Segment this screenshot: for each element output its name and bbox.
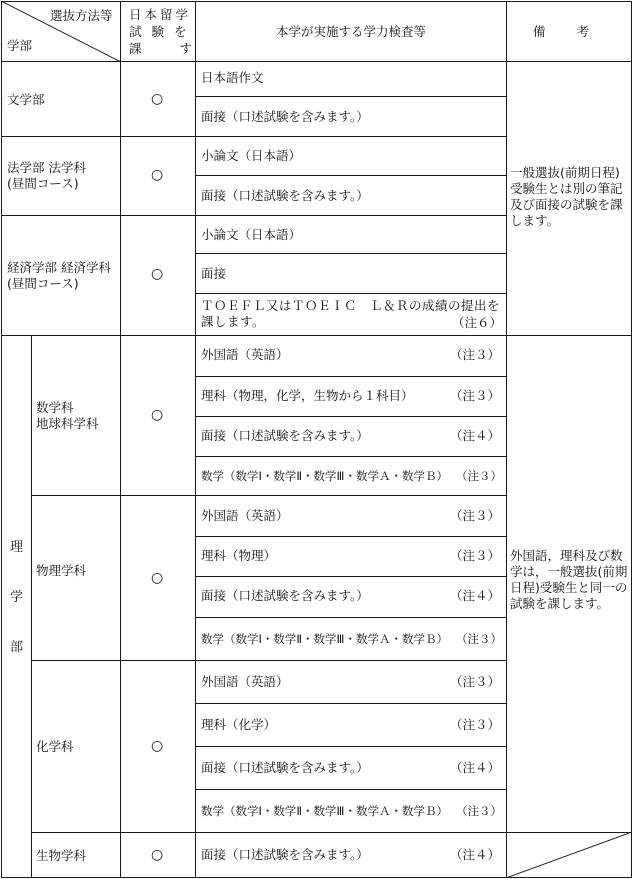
eju-mark: ○ (151, 570, 164, 586)
science-inner-line (31, 336, 32, 878)
exam-item: 日本語作文 (201, 70, 264, 85)
exam-note: （注４） (449, 760, 500, 775)
faculty-science-char: 理 (10, 540, 24, 555)
exam-item: 外国語（英語） (201, 674, 289, 689)
exam-item: 理科（化学） (201, 717, 277, 732)
header-exam: 本学が実施する学力検査等 (276, 24, 427, 39)
header-faculty: 学部 (7, 38, 33, 53)
dept-chemistry: 化学科 (36, 739, 74, 754)
remarks-diagonal (506, 832, 632, 878)
subrow-line (195, 789, 506, 790)
dept-earth: 地球科学科 (36, 416, 99, 431)
exam-item: 面接（口述試験を含みます。） (201, 109, 369, 124)
row-line-bungaku (1, 136, 507, 137)
subrow-line (195, 703, 506, 704)
eju-mark: ○ (151, 91, 164, 107)
remarks-lower: 外国語，理科及び数学は，一般選抜(前期日程)受験生と同一の試験を課します。 (510, 548, 628, 611)
table-border-left (1, 1, 2, 878)
faculty-science-char: 学 (10, 590, 24, 605)
eju-mark: ○ (151, 738, 164, 754)
exam-note: （注３） (449, 347, 500, 362)
exam-note: （注３） (449, 717, 500, 732)
subrow-line (195, 576, 506, 577)
exam-item: 理科（物理，化学，生物から１科目） (201, 388, 414, 403)
exam-note: （注３） (456, 469, 502, 483)
faculty-bungaku: 文学部 (7, 92, 45, 107)
faculty-keizai-line2: (昼間コース) (7, 276, 79, 291)
eju-mark: ○ (151, 167, 164, 183)
eju-mark: ○ (151, 847, 164, 863)
subrow-line (195, 376, 506, 377)
header-remarks: 備 考 (533, 24, 592, 39)
exam-note: （注３） (449, 548, 500, 563)
exam-note: （注３） (449, 388, 500, 403)
exam-item: 理科（物理） (201, 548, 277, 563)
header-eju-line1: 日本留学 (129, 7, 192, 22)
table-border-right (631, 1, 632, 878)
exam-item-toefl: ＴＯＥＦＬ又はＴＯＥＩＣ Ｌ＆Ｒの成績の提出を課します。 (201, 298, 501, 329)
faculty-hogaku-line1: 法学部 法学科 (7, 160, 86, 175)
dept-physics: 物理学科 (36, 563, 87, 578)
dept-math: 数学科 (36, 400, 74, 415)
subrow-line (195, 456, 506, 457)
exam-item: 数学（数学Ⅰ・数学Ⅱ・数学Ⅲ・数学Ａ・数学Ｂ） (201, 469, 448, 483)
subrow-line (195, 96, 506, 97)
header-eju-line3: 課す (129, 41, 231, 56)
subrow-line (195, 416, 506, 417)
subrow-line (195, 293, 506, 294)
subrow-line (195, 536, 506, 537)
dept-biology: 生物学科 (36, 848, 87, 863)
exam-item: 面接（口述試験を含みます。） (201, 847, 369, 862)
exam-note: （注４） (449, 588, 500, 603)
exam-note: （注３） (449, 508, 500, 523)
eju-mark: ○ (151, 266, 164, 282)
exam-note: （注４） (449, 847, 500, 862)
eju-mark: ○ (151, 407, 164, 423)
header-eju-line2: 試験を (129, 24, 197, 39)
subrow-line (195, 746, 506, 747)
exam-item: 面接（口述試験を含みます。） (201, 188, 369, 203)
exam-item: 数学（数学Ⅰ・数学Ⅱ・数学Ⅲ・数学Ａ・数学Ｂ） (201, 804, 448, 818)
exam-item: 外国語（英語） (201, 347, 289, 362)
exam-item: 面接（口述試験を含みます。） (201, 588, 369, 603)
dept-line-math (31, 495, 506, 496)
remarks-upper: 一般選抜(前期日程)受験生とは別の筆記及び面接の試験を課します。 (510, 165, 623, 228)
exam-note: （注３） (456, 804, 502, 818)
exam-item: 外国語（英語） (201, 508, 289, 523)
exam-item: 面接（口述試験を含みます。） (201, 760, 369, 775)
exam-note: （注４） (449, 428, 500, 443)
subrow-line (195, 175, 506, 176)
exam-item: 面接（口述試験を含みます。） (201, 428, 369, 443)
faculty-science-char: 部 (10, 640, 24, 655)
exam-item: 小論文（日本語） (201, 148, 302, 163)
exam-item: 面接 (201, 266, 227, 281)
note-6: （注６） (451, 315, 502, 330)
subrow-line (195, 253, 506, 254)
exam-note: （注３） (449, 674, 500, 689)
exam-item: 小論文（日本語） (201, 227, 302, 242)
dept-line-physics (31, 660, 506, 661)
col-line-3 (506, 1, 507, 878)
row-line-hogaku (1, 215, 507, 216)
row-line-keizai (1, 335, 632, 336)
faculty-hogaku-line2: (昼間コース) (7, 176, 79, 191)
subrow-line (195, 617, 506, 618)
col-line-1 (120, 1, 121, 878)
exam-note: （注３） (456, 632, 502, 646)
exam-item: 数学（数学Ⅰ・数学Ⅱ・数学Ⅲ・数学Ａ・数学Ｂ） (201, 632, 448, 646)
header-method: 選抜方法等 (50, 8, 113, 23)
faculty-keizai-line1: 経済学部 経済学科 (7, 260, 111, 275)
